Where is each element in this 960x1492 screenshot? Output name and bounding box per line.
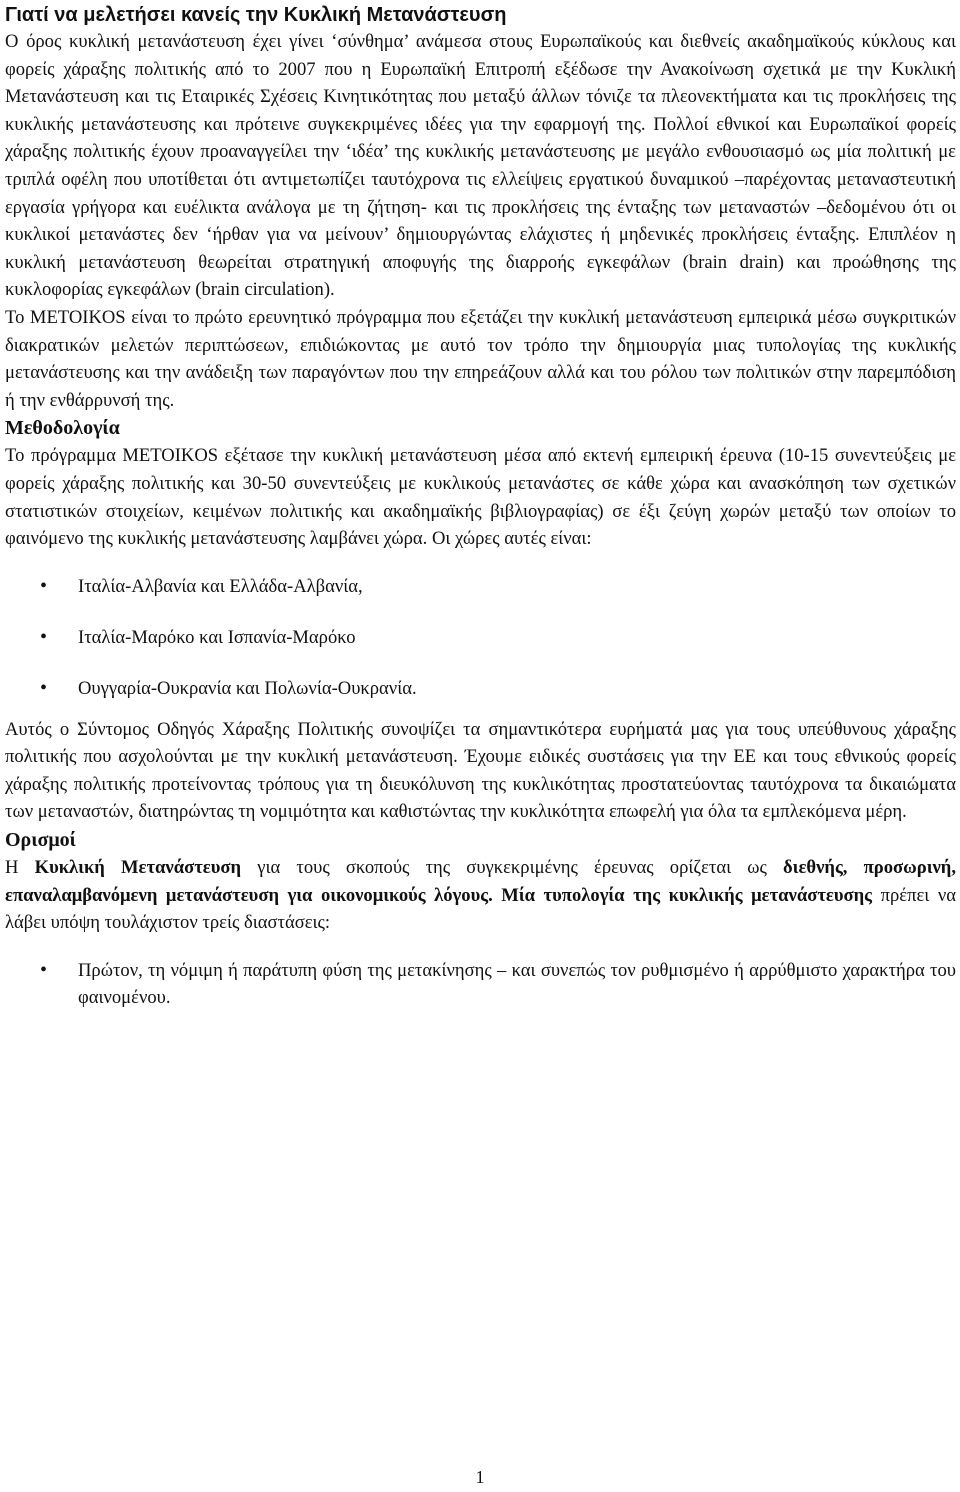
definition-text: για τους σκοπούς της συγκεκριμένης έρευνας ορίζεται ως xyxy=(241,857,784,879)
definitions-paragraph xyxy=(5,854,956,937)
definition-term: Κυκλική Μετανάστευση xyxy=(34,857,242,879)
list-item xyxy=(5,957,956,1012)
country-pair-text: Ουγγαρία-Ουκρανία και Πολωνία-Ουκρανία. xyxy=(78,677,417,699)
page-number: 1 xyxy=(475,1467,485,1487)
methodology-paragraph-1: Το πρόγραμμα METOIKOS εξέτασε την κυκλική μετανάστευση μέσα από εκτενή εμπειρική έρευνα (10-15 συνεντεύξεις με φορείς χάραξης πολιτικής και 30-50 συνεντεύξεις με κυκλικούς μετανάστες σε κάθε χώρα και ανασκόπηση των σχετικών στατιστικών στοιχείων, κειμένων πολιτικής και ακαδημαϊκής βιβλιογραφίας) σε έξι ζεύγη χωρών μεταξύ των οποίων το φαινόμενο της κυκλικής μετανάστευσης λαμβάνει χώρα. Οι χώρες αυτές είναι: xyxy=(5,445,956,550)
intro-paragraph-2: Το METOIKOS είναι το πρώτο ερευνητικό πρόγραμμα που εξετάζει την κυκλική μετανάστευση εμπειρικά μέσω συγκριτικών διακρατικών μελετών περιπτώσεων, επιδιώκοντας με αυτό τον τρόπο την δημιουργία μιας τυπολογίας της κυκλικής μετανάστευσης και την ανάδειξη των παραγόντων που την επηρεάζουν αλλά και του ρόλου των πολιτικών στην παρεμπόδιση ή την ενθάρρυνσή της. xyxy=(5,306,956,411)
definition-text: Η xyxy=(5,857,35,879)
bullet-icon: • xyxy=(40,676,48,699)
list-item xyxy=(5,573,956,600)
bullet-icon: • xyxy=(40,574,48,597)
country-pair-text: Ιταλία-Αλβανία και Ελλάδα-Αλβανία, xyxy=(78,575,363,597)
bullet-icon: • xyxy=(40,625,48,648)
country-pair-text: Ιταλία-Μαρόκο και Ισπανία-Μαρόκο xyxy=(78,626,356,648)
page-title: Γιατί να μελετήσει κανείς την Κυκλική Μετανάστευση xyxy=(5,4,507,26)
country-pairs-list xyxy=(5,573,956,702)
definitions-heading: Ορισμοί xyxy=(5,829,76,852)
definition-emphasis: διεθνής, προσωρινή, επαναλαμβανόμενη μετανάστευση για οικονομικούς λόγους. Μία τυπολογία της κυκλικής μετανάστευσης xyxy=(5,857,956,906)
methodology-paragraph-2: Αυτός ο Σύντομος Οδηγός Χάραξης Πολιτικής συνοψίζει τα σημαντικότερα ευρήματά μας για τους υπεύθυνους χάραξης πολιτικής που ασχολούνται με την κυκλική μετανάστευση. Έχουμε ειδικές συστάσεις για την ΕΕ και τους εθνικούς φορείς χάραξης πολιτικής προτείνοντας τρόπους για τη διευκόλυνση της κυκλικότητας προστατεύοντας ταυτόχρονα τα δικαιώματα των μεταναστών, διατηρώντας τη νομιμότητα και καθιστώντας την κυκλικότητα επωφελή για όλα τα εμπλεκόμενα μέρη. xyxy=(5,718,956,823)
intro-paragraph-1: Ο όρος κυκλική μετανάστευση έχει γίνει ‘σύνθημα’ ανάμεσα στους Ευρωπαϊκούς και διεθνείς ακαδημαϊκούς κύκλους και φορείς χάραξης πολιτικής από το 2007 που η Ευρωπαϊκή Επιτροπή εξέδωσε την Ανακοίνωση σχετικά με την Κυκλική Μετανάστευση και τις Εταιρικές Σχέσεις Κινητικότητας που μεταξύ άλλων τόνιζε τα πλεονεκτήματα και τις προκλήσεις της κυκλικής μετανάστευσης και πρότεινε συγκεκριμένες ιδέες για την εφαρμογή της. Πολλοί εθνικοί και Ευρωπαϊκοί φορείς χάραξης πολιτικής έχουν προαναγγείλει την ‘ιδέα’ της κυκλικής μετανάστευσης με μεγάλο ενθουσιασμό ως μία πολιτική με τριπλά οφέλη που υποτίθεται ότι αντιμετωπίζει ταυτόχρονα τις ελλείψεις εργατικού δυναμικού –παρέχοντας μεταναστευτική εργασία γρήγορα και ευέλικτα ανάλογα με τη ζήτηση- και τις προκλήσεις της ένταξης των μεταναστών –δεδομένου ότι οι κυκλικοί μετανάστες δεν ‘ήρθαν για να μείνουν’ δημιουργώντας ελάχιστες ή μηδενικές προκλήσεις ένταξης. Επιπλέον η κυκλική μετανάστευση θεωρείται στρατηγική αποφυγής της διαρροής εγκεφάλων (brain drain) και προώθησης της κυκλοφορίας εγκεφάλων (brain circulation). xyxy=(5,31,956,301)
definition-text: πρέπει να λάβει υπόψη τουλάχιστον τρείς διαστάσεις: xyxy=(5,884,956,934)
methodology-heading: Μεθοδολογία xyxy=(5,417,120,440)
bullet-icon: • xyxy=(40,958,48,981)
list-item xyxy=(5,624,956,651)
dimension-text: Πρώτον, τη νόμιμη ή παράτυπη φύση της μετακίνησης – και συνεπώς τον ρυθμισμένο ή αρρύθμιστο χαρακτήρα του φαινομένου. xyxy=(78,959,956,1009)
dimensions-list xyxy=(5,957,956,1012)
list-item xyxy=(5,675,956,702)
